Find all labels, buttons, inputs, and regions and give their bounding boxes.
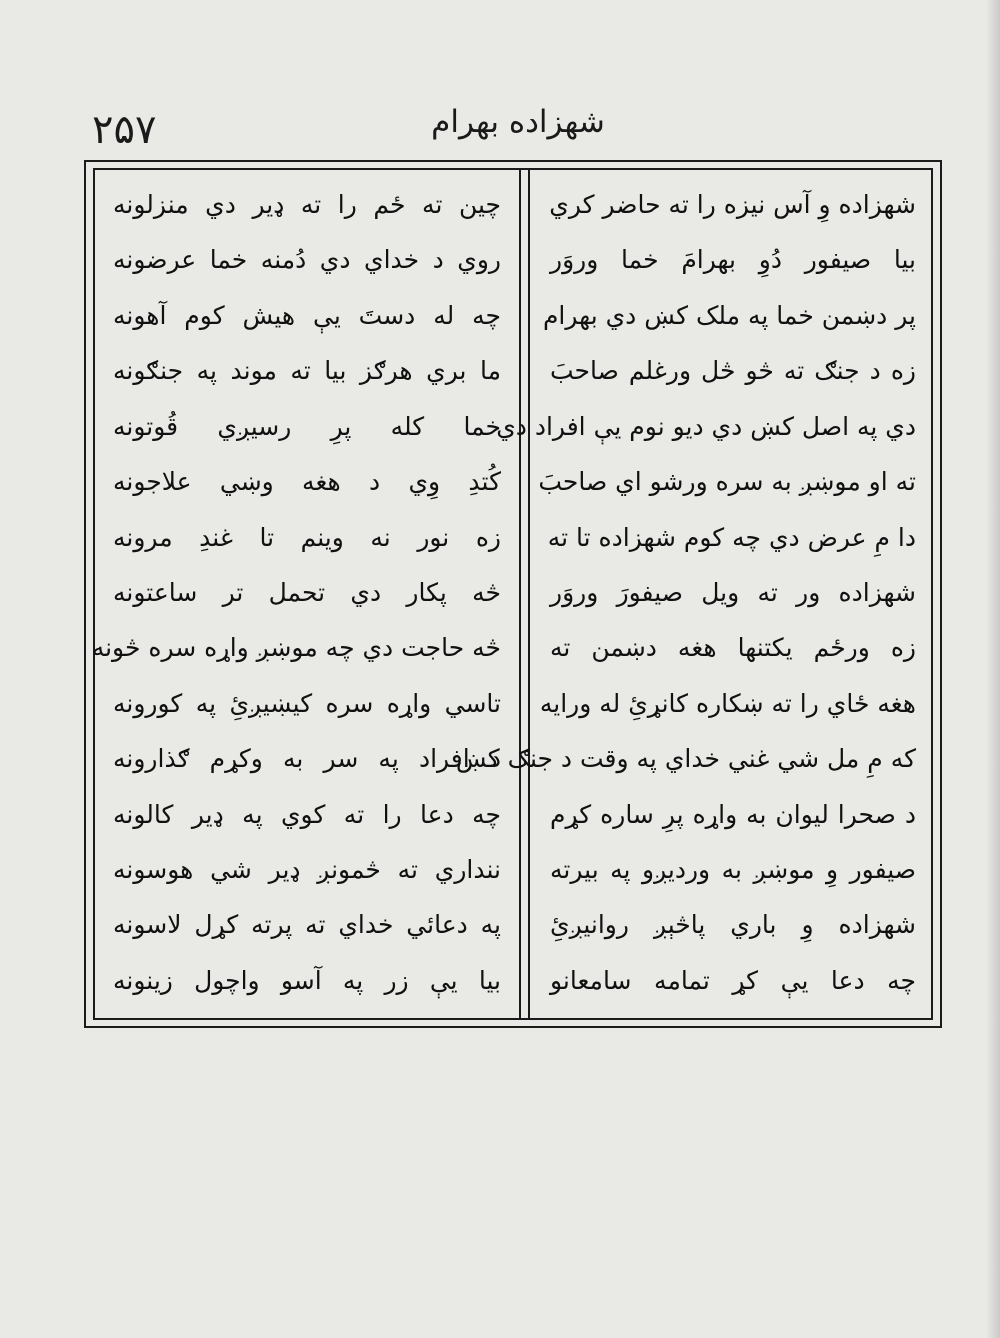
verse-line: زه ورځم یکتنها هغه دښمن ته: [550, 633, 916, 663]
column-divider-left-rule: [519, 168, 521, 1020]
verse-line: ننداري ته څمونږ ډیر شي هوسونه: [113, 855, 501, 885]
verse-line: شهزاده ور ته ویل صیفورَ وروَر: [550, 577, 916, 607]
verse-line: خما کله پرِ رسیږي قُوتونه: [113, 411, 501, 441]
verse-line: ته او موښږ به سره ورشو اي صاحبَ: [538, 467, 916, 497]
column-divider-right-rule: [528, 168, 530, 1020]
right-verse-column: [455, 178, 926, 1008]
verse-line: دا مِ عرض دي چه کوم شهزاده تا ته: [547, 522, 916, 552]
verse-line: پر دښمن خما په ملک کښ دي بهرام: [542, 300, 916, 330]
verse-line: چه له دستَ يې هیش کوم آهونه: [113, 300, 501, 330]
verse-line: زه د جنګ ته څو څل ورغلم صاحبَ: [550, 356, 916, 386]
verse-line: چه دعا را ته کوي په ډیر کالونه: [113, 799, 501, 829]
verse-line: بیا يې زر په آسو واچول زینونه: [113, 965, 501, 995]
verse-line: کُتدِ وِي د هغه وښي علاجونه: [113, 467, 501, 497]
verse-line: د افراد په سر به وکړم ګذارونه: [113, 744, 501, 774]
page-number: ۲۵۷: [92, 107, 157, 153]
page-edge-shadow: [986, 0, 1000, 1338]
verse-line: صیفور وِ موښږ به ورديږو په بیرته: [550, 855, 916, 885]
verse-line: زه نور نه وینم تا غندِ مرونه: [113, 522, 501, 552]
verse-line: په دعائي خداي ته پرته کړل لاسونه: [113, 910, 501, 940]
verse-line: دي په اصل کښ دي دیو نوم يې افراد دي: [496, 411, 916, 441]
verse-line: شهزاده وِ آس نیزه را ته حاضر کري: [549, 190, 916, 219]
left-verse-column: [91, 178, 511, 1008]
verse-line: چین ته ځم را ته ډیر دي منزلونه: [113, 190, 501, 219]
verse-line: هغه ځاي را ته ښکاره کانړئِ له ورایه: [539, 688, 916, 718]
verse-line: شهزاده وِ باري پاڅېږ روانیږئِ: [550, 910, 916, 940]
verse-line: که مِ مل شي غني خداي په وقت د جنګ کښ: [455, 744, 916, 774]
page-title: شهزاده بهرام: [431, 104, 605, 140]
verse-line: روي د خداي دي دُمنه خما عرضونه: [113, 245, 501, 275]
verse-line: د صحرا لیوان به واړه پرِ ساره کړم: [550, 799, 916, 829]
verse-line: ما بري هرګز بیا ته موند په جنګونه: [113, 356, 501, 386]
verse-line: بیا صیفور دُوِ بهرامَ خما وروَر: [550, 245, 916, 275]
verse-line: څه پکار دي تحمل تر ساعتونه: [113, 577, 501, 607]
verse-line: تاسي واړه سره کیښیږئِ په کورونه: [113, 688, 501, 718]
verse-line: چه دعا يې کړ تمامه سامعانو: [550, 965, 916, 995]
verse-line: څه حاجت دي چه موښږ واړه سره څونه: [91, 633, 501, 663]
